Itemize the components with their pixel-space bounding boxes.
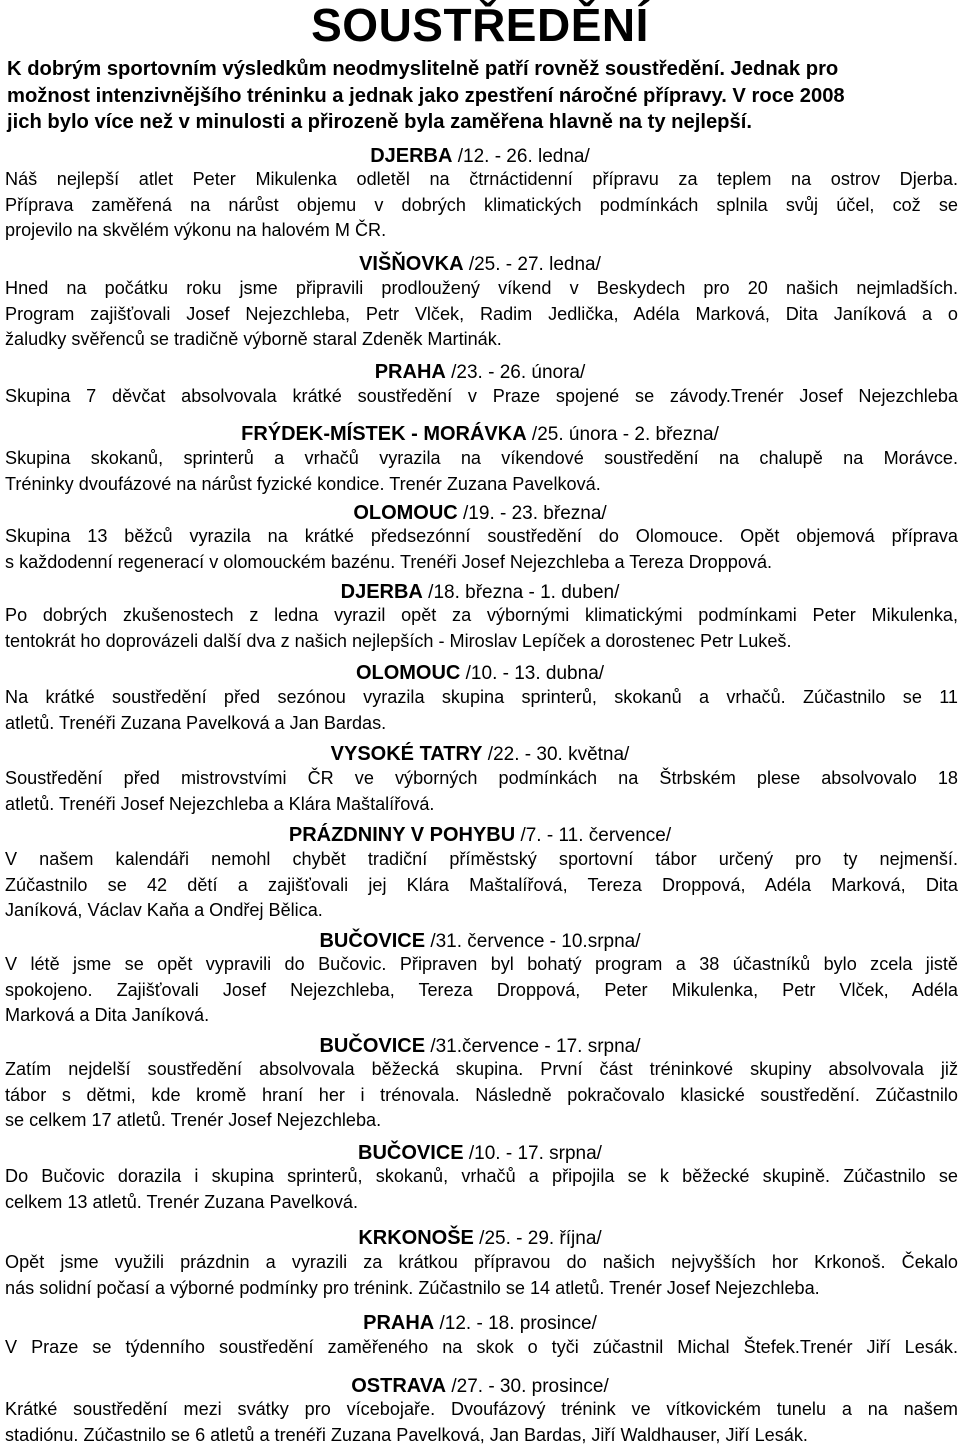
section-heading <box>0 1311 960 1336</box>
section-date: /31. července - 10.srpna/ <box>425 931 641 952</box>
paragraph-line: stadiónu. Zúčastnilo se 6 atletů a trenéři Zuzana Pavelková, Jan Bardas, Jiří Waldhauser, Jiří Lesák. <box>5 1424 808 1445</box>
paragraph-line: Krátké soustředění mezi svátky pro vícebojaře. Dvoufázový trénink ve vítkovickém tunelu a na našem <box>5 1399 958 1419</box>
section-date: /25. - 29. října/ <box>473 1228 602 1249</box>
section-place: DJERBA <box>340 581 423 603</box>
section-heading <box>0 1374 960 1399</box>
section-date: /23. - 26. února/ <box>445 362 586 383</box>
section-paragraph <box>5 1164 958 1215</box>
section-paragraph <box>5 524 958 575</box>
paragraph-line: Program zajišťovali Josef Nejezchleba, Petr Vlček, Radim Jedlička, Adéla Marková, Dita Janíková a o <box>5 303 958 324</box>
section-place: PRAHA <box>374 361 446 383</box>
paragraph-line: atletů. Trenéři Josef Nejezchleba a Klára Maštalířová. <box>5 793 435 814</box>
section-date: /18. března - 1. duben/ <box>422 582 620 603</box>
paragraph-line: Skupina skokanů, sprinterů a vrhačů vyrazila na víkendové soustředění na chalupě na Morávce. <box>5 448 958 468</box>
section-date: /10. - 17. srpna/ <box>463 1143 602 1164</box>
section-heading <box>0 144 960 169</box>
section-date: /31.července - 17. srpna/ <box>425 1036 641 1057</box>
paragraph-line: Marková a Dita Janíková. <box>5 1005 210 1026</box>
section-date: /12. - 18. prosince/ <box>434 1313 597 1334</box>
paragraph-line: spokojeno. Zajišťovali Josef Nejezchleba, Tereza Droppová, Peter Mikulenka, Petr Vlček, Adéla <box>5 979 958 1000</box>
paragraph-line: Janíková, Václav Kaňa a Ondřej Bělica. <box>5 900 323 921</box>
paragraph-line: Po dobrých zkušenostech z ledna vyrazil opět za výbornými klimatickými podmínkami Peter Mikulenka, <box>5 605 958 625</box>
section-date: /12. - 26. ledna/ <box>452 146 590 167</box>
paragraph-line: Příprava zaměřená na nárůst objemu v dobrých klimatických podmínkách splnila svůj účel, což se <box>5 194 958 215</box>
section-place: PRÁZDNINY V POHYBU <box>288 824 516 846</box>
section-heading <box>0 823 960 848</box>
paragraph-line: Opět jsme využili prázdnin a vyrazili za krátkou přípravou do našich nejvyšších hor Krkonoš. Čekalo <box>5 1252 958 1272</box>
section-date: /27. - 30. prosince/ <box>446 1376 609 1397</box>
paragraph-line: atletů. Trenéři Zuzana Pavelková a Jan Bardas. <box>5 712 387 733</box>
section-place: OSTRAVA <box>351 1375 447 1397</box>
section-heading <box>0 252 960 277</box>
section-paragraph <box>5 276 958 353</box>
paragraph-line: se celkem 17 atletů. Trenér Josef Nejezchleba. <box>5 1110 382 1131</box>
section-date: /7. - 11. července/ <box>515 825 672 846</box>
paragraph-line: Tréninky dvoufázové na nárůst fyzické kondice. Trenér Zuzana Pavelková. <box>5 473 601 494</box>
section-heading <box>0 742 960 767</box>
paragraph-line: Soustředění před mistrovstvími ČR ve výborných podmínkách na Štrbském plese absolvovalo 18 <box>5 768 958 788</box>
section-date: /10. - 13. dubna/ <box>460 663 605 684</box>
paragraph-line: Zúčastnilo se 42 dětí a zajišťovali jej Klára Maštalířová, Tereza Droppová, Adéla Marková, Dita <box>5 874 958 895</box>
section-date: /19. - 23. března/ <box>457 503 607 524</box>
section-heading <box>0 360 960 385</box>
intro-line: jich bylo více než v minulosti a přirozeně byla zaměřena hlavně na ty nejlepší. <box>7 111 752 133</box>
section-place: KRKONOŠE <box>358 1227 474 1249</box>
paragraph-line: V létě jsme se opět vypravili do Bučovic. Připraven byl bohatý program a 38 účastníků bylo zcela jistě <box>5 954 958 974</box>
paragraph-line: projevilo na skvělém výkonu na halovém M ČR. <box>5 220 387 241</box>
intro-line: K dobrým sportovním výsledkům neodmyslitelně patří rovněž soustředění. Jednak pro <box>7 58 839 80</box>
section-paragraph <box>5 847 958 924</box>
section-paragraph <box>5 603 958 654</box>
section-heading <box>0 661 960 686</box>
intro-paragraph <box>7 56 957 136</box>
paragraph-line: V Praze se týdenního soustředění zaměřeného na skok o tyči zúčastnil Michal Štefek.Trenér Jiří Lesák. <box>5 1337 958 1357</box>
section-place: OLOMOUC <box>353 502 458 524</box>
section-place: PRAHA <box>363 1312 435 1334</box>
paragraph-line: Zatím nejdelší soustředění absolvovala běžecká skupina. První část tréninkové skupiny absolvovala již <box>5 1059 958 1079</box>
section-heading <box>0 929 960 954</box>
paragraph-line: Do Bučovic dorazila i skupina sprinterů, skokanů, vrhačů a připojila se k běžecké skupině. Zúčastnilo se <box>5 1166 958 1186</box>
section-date: /25. února - 2. března/ <box>526 424 719 445</box>
section-paragraph <box>5 1335 958 1361</box>
page-title: SOUSTŘEDĚNÍ <box>311 0 649 51</box>
paragraph-line: Hned na počátku roku jsme připravili prodloužený víkend v Beskydech pro 20 našich nejmladších. <box>5 278 958 298</box>
paragraph-line: Náš nejlepší atlet Peter Mikulenka odletěl na čtrnáctidenní přípravu za teplem na ostrov Djerba. <box>5 169 958 189</box>
section-place: VYSOKÉ TATRY <box>330 743 483 765</box>
section-place: VIŠŇOVKA <box>359 253 464 275</box>
section-paragraph <box>5 446 958 497</box>
paragraph-line: tábor s dětmi, kde kromě hraní her i trénovala. Následně pokračovalo klasické soustředění. Zúčastnilo <box>5 1084 958 1105</box>
section-paragraph <box>5 1397 958 1448</box>
section-place: DJERBA <box>370 145 453 167</box>
section-place: FRÝDEK-MÍSTEK - MORÁVKA <box>241 423 527 445</box>
paragraph-line: celkem 13 atletů. Trenér Zuzana Pavelková. <box>5 1191 359 1212</box>
paragraph-line: Na krátké soustředění před sezónou vyrazila skupina sprinterů, skokanů a vrhačů. Zúčastnilo se 11 <box>5 687 958 707</box>
section-date: /25. - 27. ledna/ <box>463 254 601 275</box>
intro-line: možnost intenzivnějšího tréninku a jednak jako zpestření náročné přípravy. V roce 2008 <box>7 84 845 107</box>
section-heading <box>0 1034 960 1059</box>
paragraph-line: Skupina 7 děvčat absolvovala krátké soustředění v Praze spojené se závody.Trenér Josef Nejezchleba <box>5 386 958 406</box>
section-heading <box>0 1141 960 1166</box>
section-place: BUČOVICE <box>319 1035 426 1057</box>
section-heading <box>0 1226 960 1251</box>
section-place: BUČOVICE <box>358 1142 464 1164</box>
section-place: BUČOVICE <box>319 930 426 952</box>
paragraph-line: žaludky svěřenců se tradičně výborně staral Zdeněk Martinák. <box>5 329 502 350</box>
section-heading <box>0 422 960 447</box>
section-paragraph <box>5 384 958 410</box>
paragraph-line: s každodenní regenerací v olomouckém bazénu. Trenéři Josef Nejezchleba a Tereza Droppová. <box>5 551 773 572</box>
paragraph-line: nás solidní počasí a výborné podmínky pro trénink. Zúčastnilo se 14 atletů. Trenér Josef Nejezchleba. <box>5 1277 820 1298</box>
section-paragraph <box>5 766 958 817</box>
section-paragraph <box>5 685 958 736</box>
section-paragraph <box>5 952 958 1029</box>
section-heading <box>0 501 960 526</box>
paragraph-line: Skupina 13 běžců vyrazila na krátké předsezónní soustředění do Olomouce. Opět objemová příprava <box>5 526 958 546</box>
section-date: /22. - 30. května/ <box>482 744 630 765</box>
section-paragraph <box>5 1250 958 1301</box>
section-place: OLOMOUC <box>355 662 461 684</box>
section-paragraph <box>5 1057 958 1134</box>
section-paragraph <box>5 167 958 244</box>
paragraph-line: V našem kalendáři nemohl chybět tradiční příměstský sportovní tábor určený pro ty nejmenší. <box>5 849 958 869</box>
section-heading <box>0 580 960 605</box>
paragraph-line: tentokrát ho doprovázeli další dva z našich nejlepších - Miroslav Lepíček a dorostenec Petr Lukeš. <box>5 630 792 651</box>
